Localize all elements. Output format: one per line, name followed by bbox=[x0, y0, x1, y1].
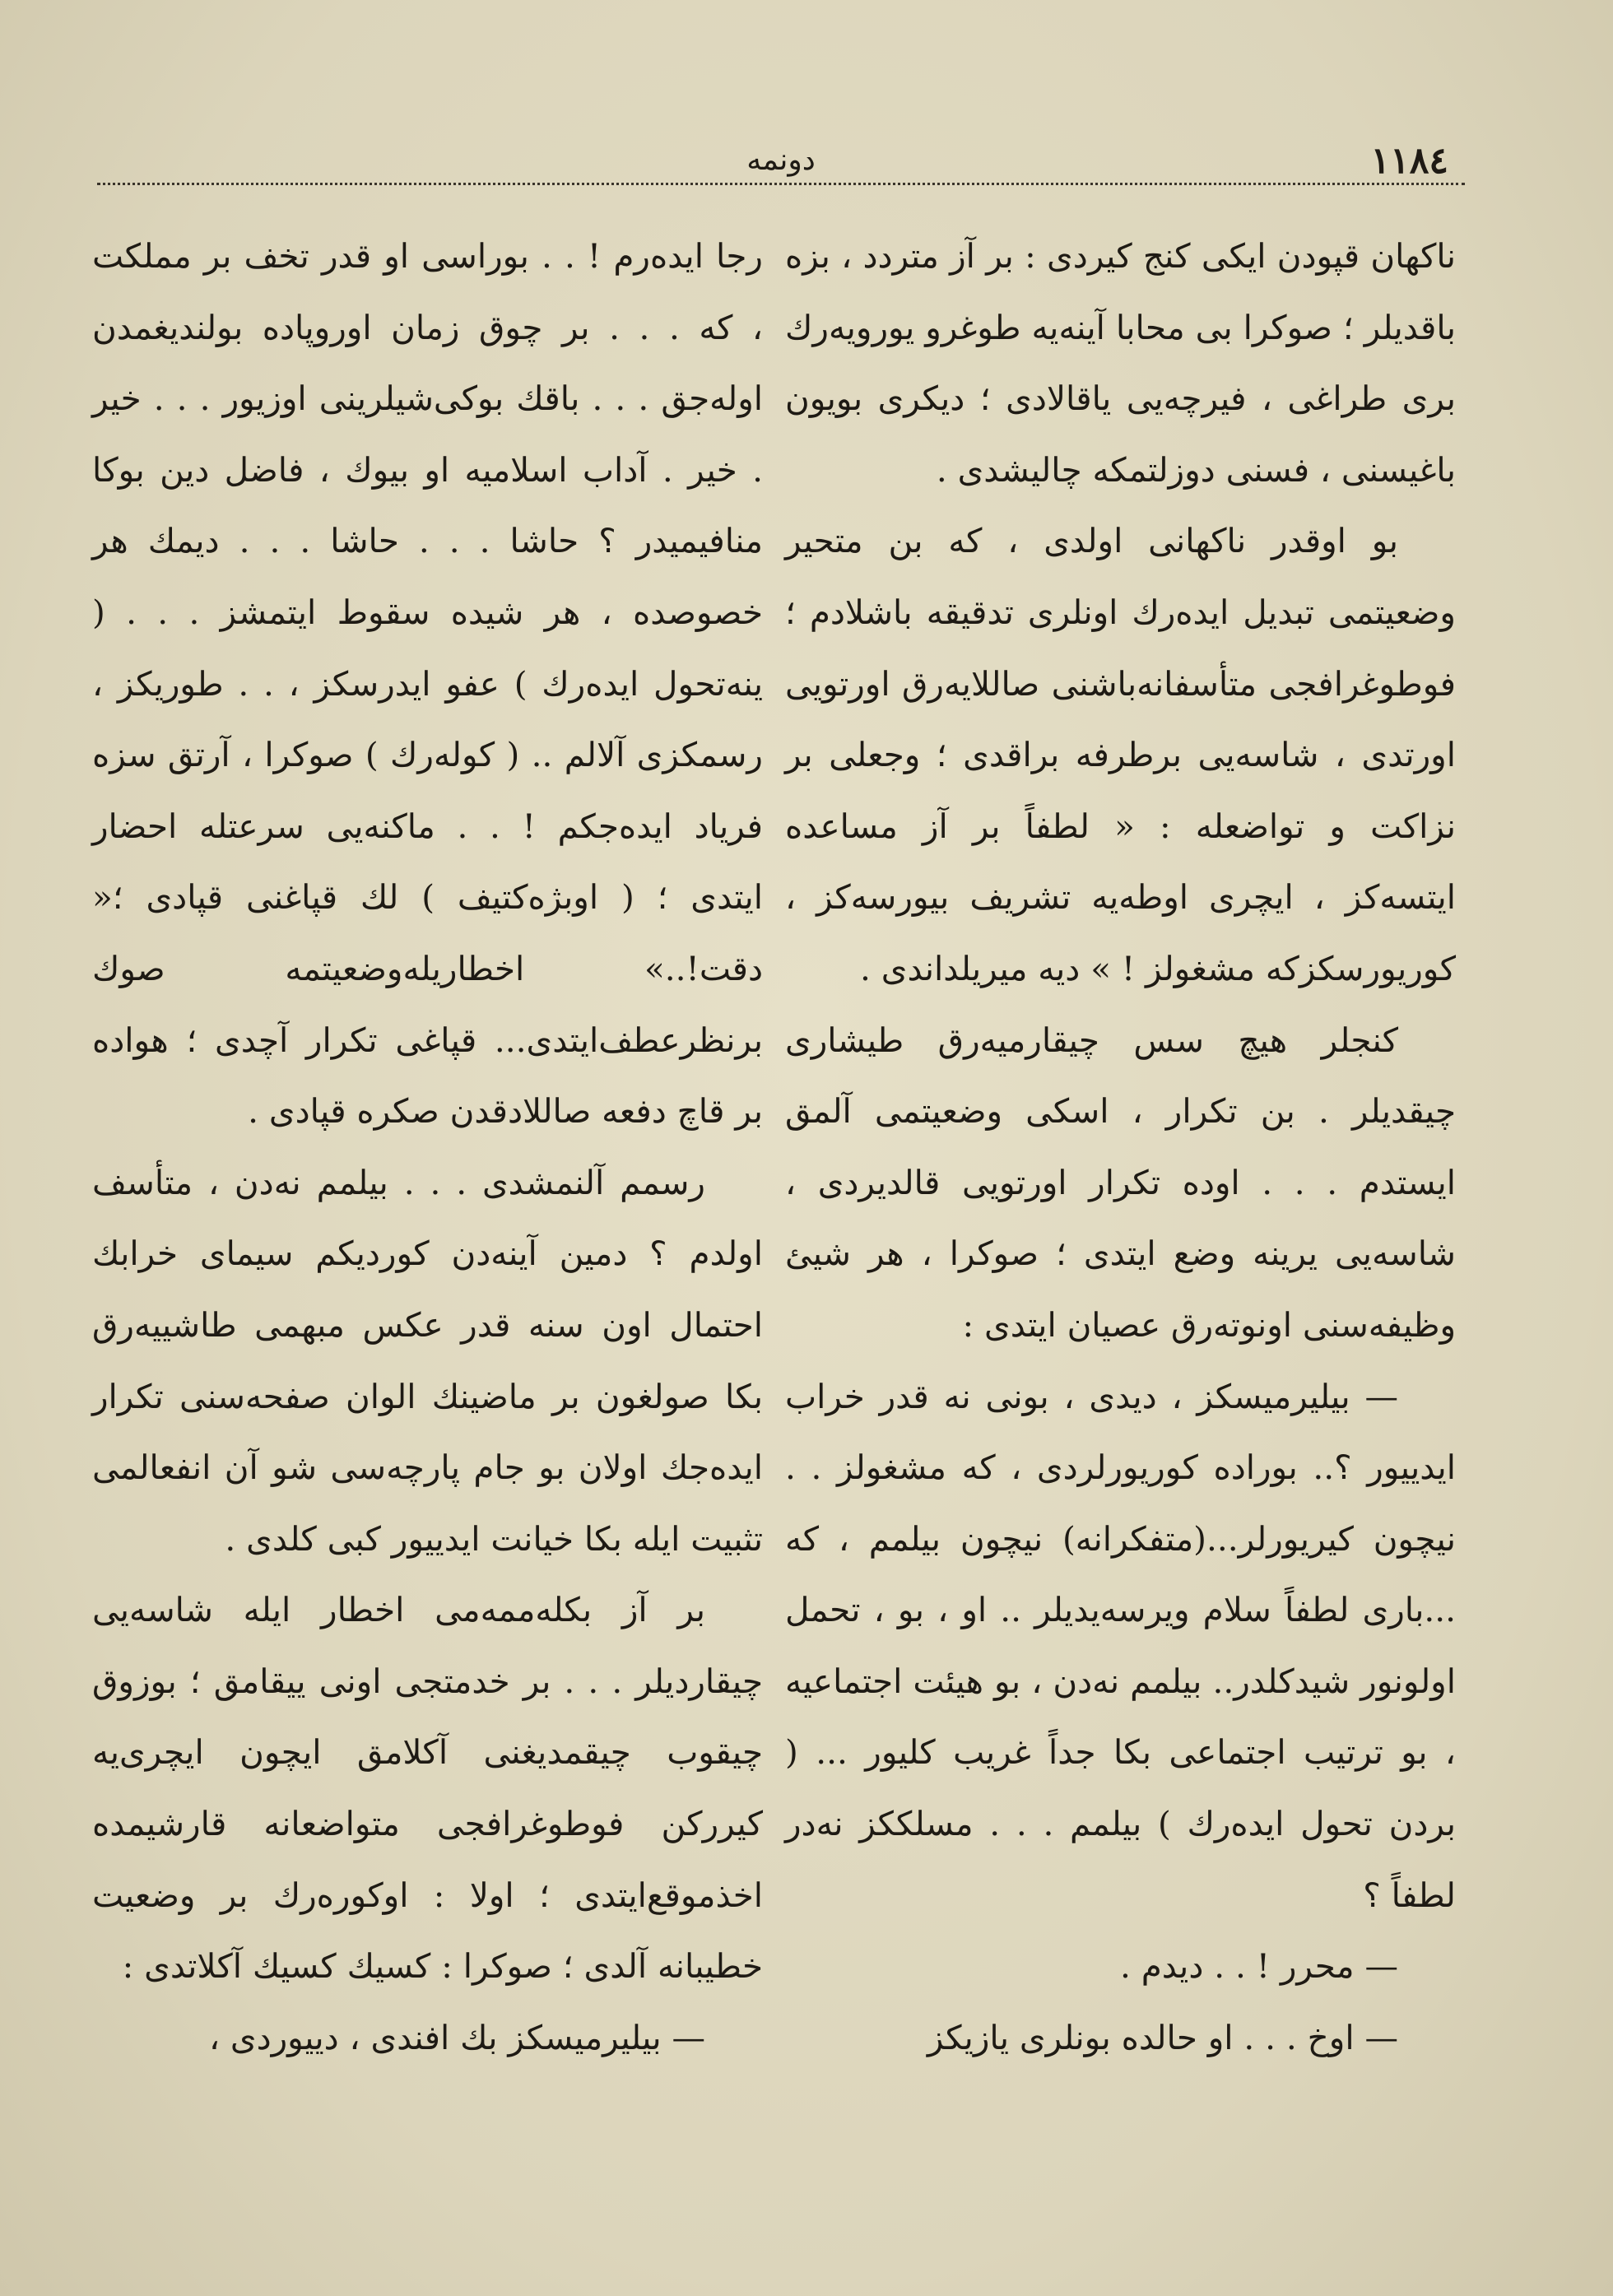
dialogue-paragraph: — بیلیرمیسكز ، دیدی ، بونی نه قدر خراب ایدییور ؟.. بوراده كوریورلردی ، كه مشغولز . . نیچون كیریورلر...(متفكرانه) نیچون بیلمم ، كه ...باری لطفاً سلام ویرسه‌یدیلر .. او ، بو ، تحمل اولونور شیدكلدر.. بیلمم نه‌دن ، بو هیئت اجتماعیه ، بو ترتیب اجتماعی بكا جداً غریب كلیور ... ( بردن تحول ایده‌رك ) بیلمم . . . مسلككز نه‌در لطفاً ؟ bbox=[785, 1376, 1456, 1915]
paragraph: رجا ایده‌رم ! . . بوراسی او قدر تخف بر مملكت ، كه . . . بر چوق زمان اوروپاده بولندیغمدن اوله‌جق . . . باقك بوكی‌شیلرینی اوزیور . . . خیر . خیر . آداب اسلامیه او بیوك ، فاضل دین بوكا منافیمیدر ؟ حاشا . . . حاشا . . . دیمك هر خصوصده ، هر شیده سقوط ایتمشز . . . ( ینه‌تحول ایده‌رك ) عفو ایدرسكز ، . . طوریكز ، رسمكزی آلالم .. ( كوله‌رك ) صوكرا ، آرتق سزه فریاد ایده‌جكم ! . . ماكنه‌یی سرعتله احضار ایتدی ؛ ( اوبژه‌كتیف ) لك قپاغنی قپادی ؛« دقت!..» اخطاریله‌وضعیتمه صوك برنظرعطف‌ایتدی... قپاغی تكرار آچدی ؛ هواده بر قاچ دفعه صاللادقدن صكره قپادی . bbox=[92, 236, 763, 1132]
paragraph: ناكهان قپودن ایكی كنج كیردی : بر آز متردد ، بزه باقدیلر ؛ صوكرا بی محابا آینه‌یه طوغرو یورویه‌رك بری طراغی ، فیرچه‌یی یاقالادی ؛ دیكری بویون باغیسنی ، فسنی دوزلتمكه چالیشدی . bbox=[785, 236, 1456, 490]
page-header bbox=[97, 140, 1465, 189]
right-text-column bbox=[785, 221, 1456, 2073]
paragraph: كنجلر هیچ سس چیقارمیه‌رق طیشاری چیقدیلر . بن تكرار ، اسكی وضعیتمی آلمق ایستدم . . . اوده تكرار اورتویی قالدیردی ، شاسه‌یی یرینه وضع ایتدی ؛ صوكرا ، هر شیئ وظیفه‌سنی اونوته‌رق عصیان ایتدی : bbox=[785, 1020, 1456, 1345]
page-number: ١١٨٤ bbox=[1370, 140, 1448, 182]
paragraph: بو اوقدر ناكهانی اولدی ، كه بن متحیر وضعیتمی تبدیل ایده‌رك اونلری تدقیقه باشلادم ؛ فوطوغرافجی متأسفانه‌باشنی صاللایه‌رق اورتویی اورتدی ، شاسه‌یی برطرفه براقدی ؛ وجعلی بر نزاكت و تواضعله : « لطفاً بر آز مساعده ایتسه‌كز ، ایچری اوطه‌یه تشریف بیورسه‌كز ، كوریورسكزكه مشغولز ! » دیه میریلداندی . bbox=[785, 521, 1456, 988]
dialogue-paragraph: — اوخ . . . او حالده بونلری یازیكز bbox=[927, 2017, 1398, 2057]
paragraph: بر آز بكله‌ممه‌می اخطار ایله شاسه‌یی چیقاردیلر . . . بر خدمتجی اونی ییقامق ؛ بوزوق چیقوب چیقمدیغنی آكلامق ایچون ایچری‌یه كیرركن فوطوغرافجی متواضعانه قارشیمده اخذموقع‌ایتدی ؛ اولا : اوكوره‌رك بر وضعیت خطیبانه آلدی ؛ صوكرا : كسیك كسیك آكلاتدی : bbox=[92, 1590, 763, 1987]
paragraph: رسمم آلنمشدی . . . بیلمم نه‌دن ، متأسف اولدم ؟ دمین آینه‌دن كوردیكم سیمای خرابك احتمال اون سنه قدر عكس مبهمی طاشییه‌رق بكا صولغون بر ماضینك الوان صفحه‌سنی تكرار ایده‌جك اولان بو جام پارچه‌سی شو آن انفعالمی تثبیت ایله بكا خیانت ایدییور كبی كلدی . bbox=[92, 1162, 763, 1559]
header-divider bbox=[97, 183, 1465, 185]
dialogue-paragraph: — بیلیرمیسكز بك افندی ، دییوردی ، bbox=[208, 2017, 705, 2057]
dialogue-paragraph: — محرر ! . . دیدم . bbox=[1119, 1946, 1398, 1987]
running-title: دونمه bbox=[746, 143, 816, 177]
left-text-column bbox=[92, 221, 763, 2073]
